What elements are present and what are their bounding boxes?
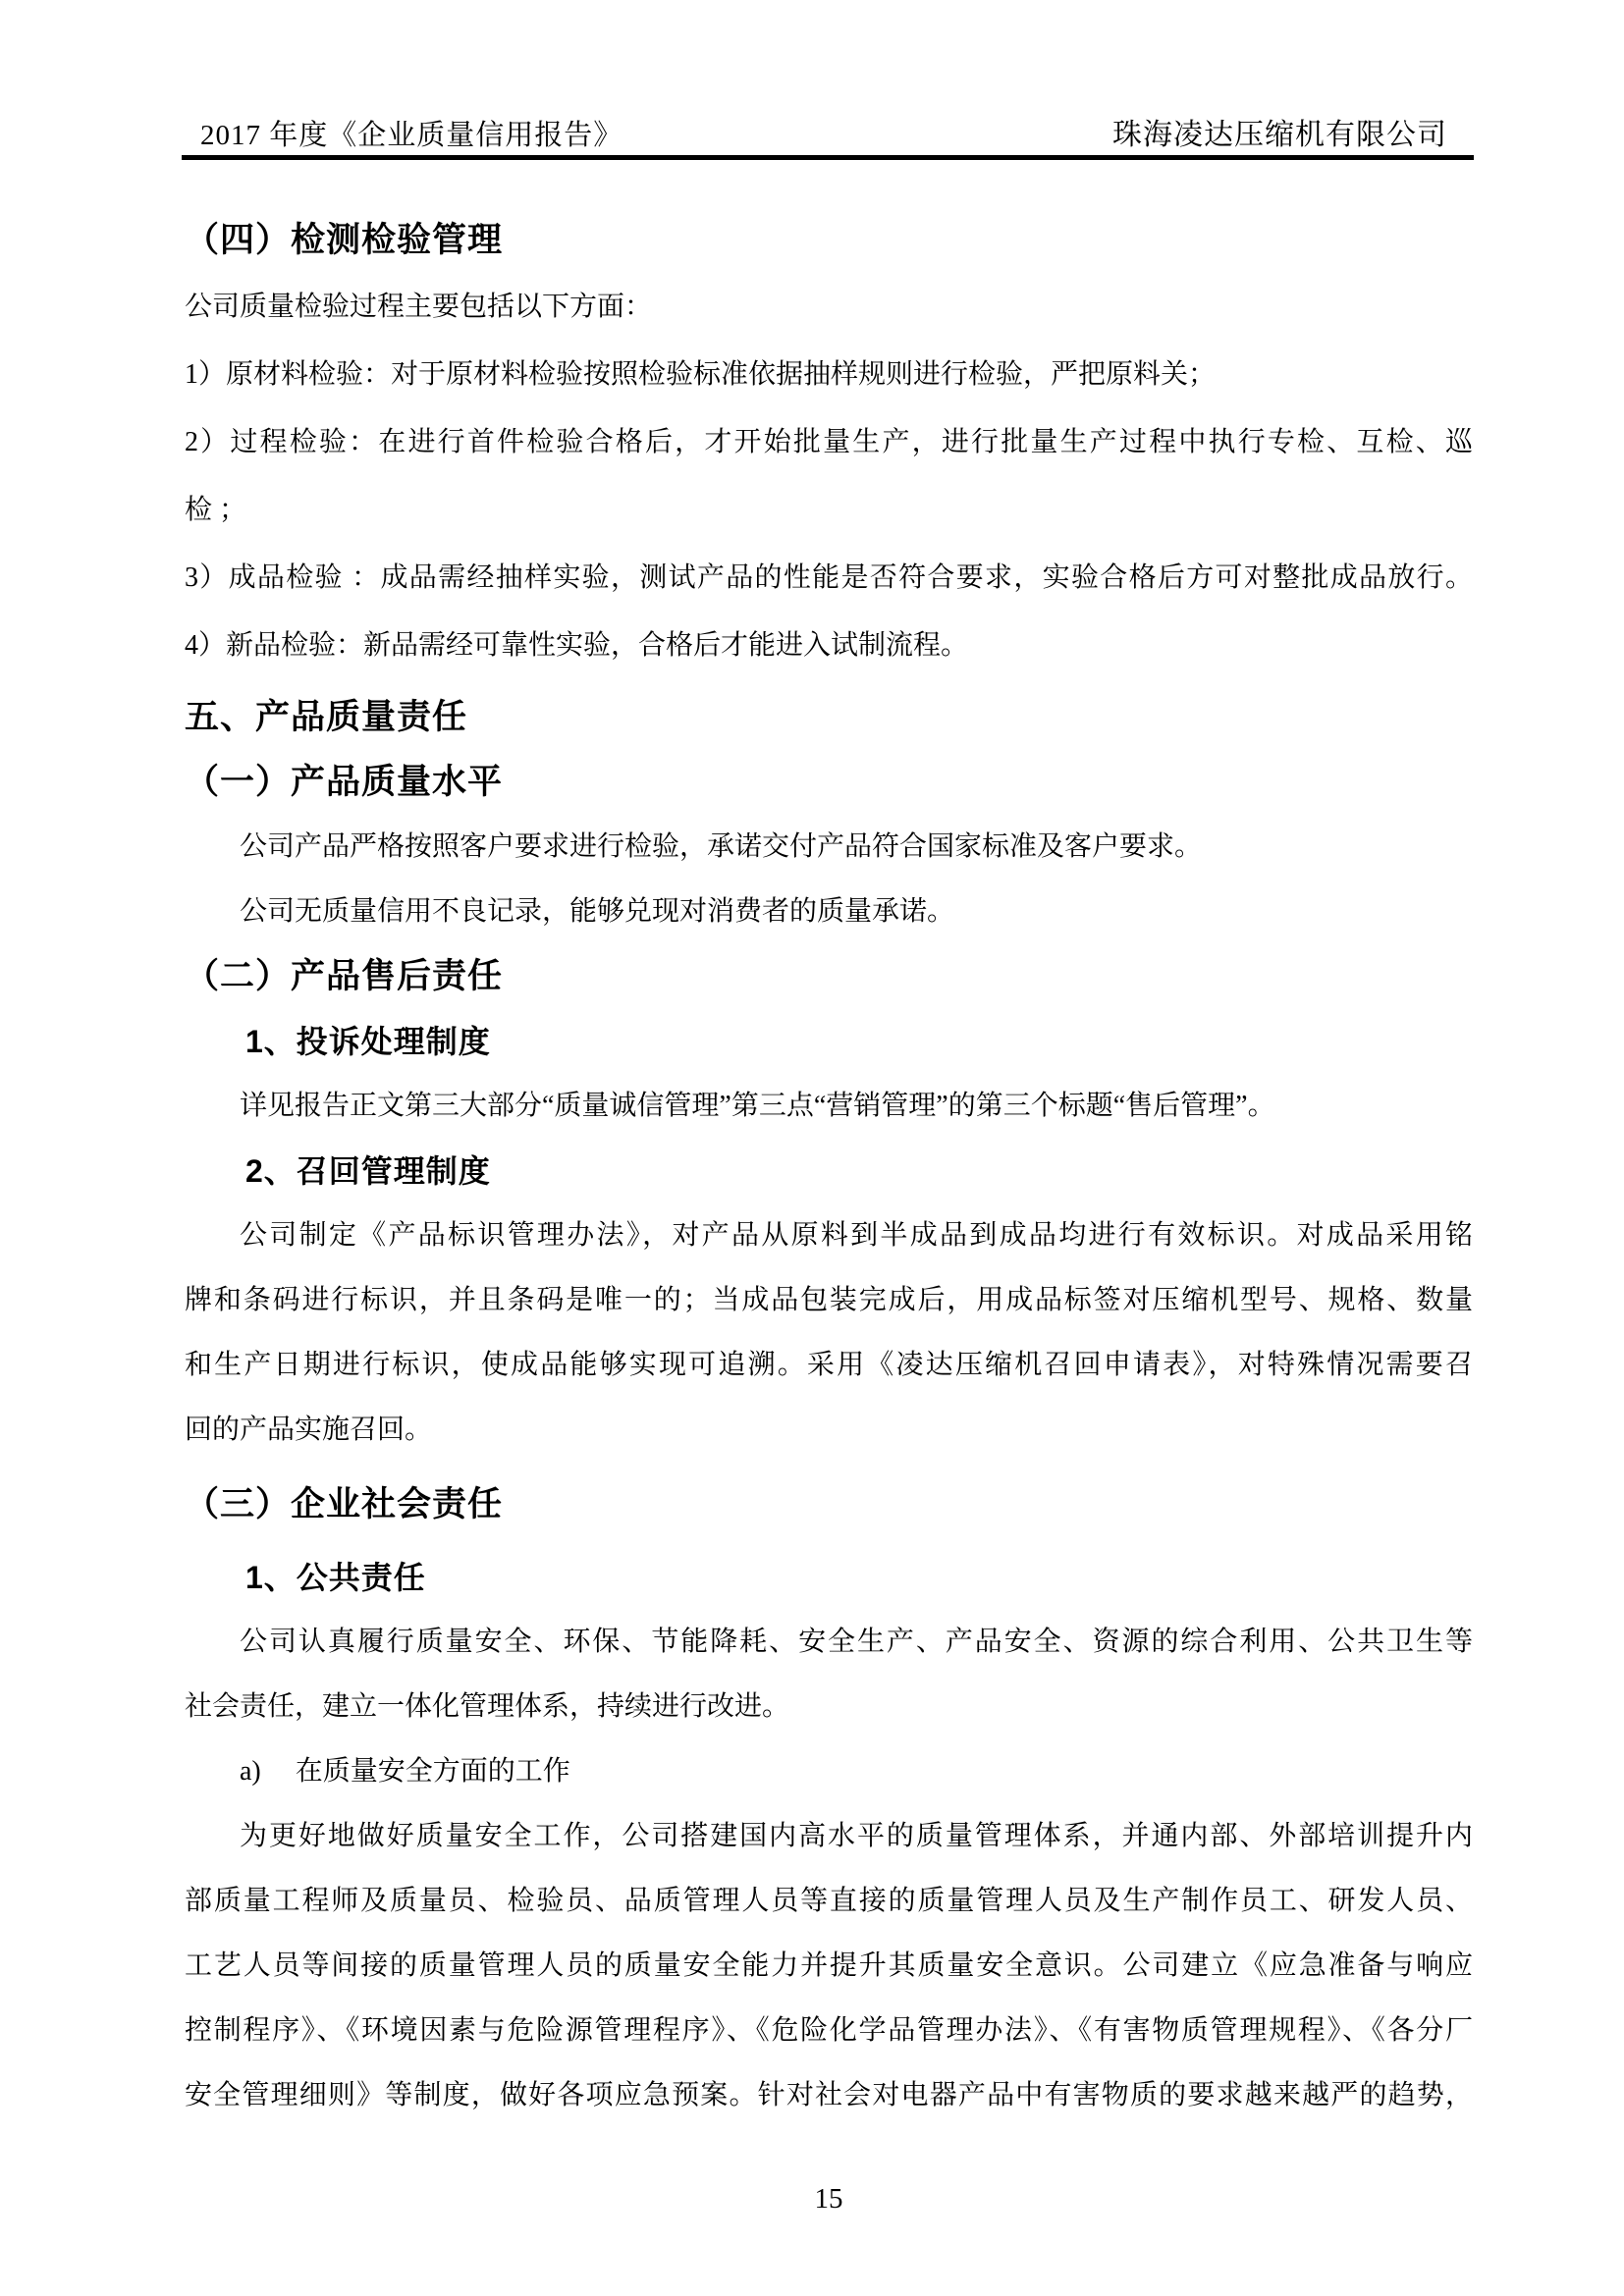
text-line: 2、召回管理制度 [245, 1153, 491, 1189]
text-line: 控制程序》、《环境因素与危险源管理程序》、《危险化学品管理办法》、《有害物质管理规程》、《各分厂 [185, 2015, 1473, 2046]
para-inspection-intro [185, 273, 1473, 341]
text-line: 公司质量检验过程主要包括以下方面： [185, 292, 653, 322]
text-line: 2）过程检验：在进行首件检验合格后，才开始批量生产，进行批量生产过程中执行专检、互检、巡 [185, 427, 1473, 457]
page-header [185, 110, 1473, 153]
page-number: 15 [814, 2183, 843, 2215]
para-item-3-finished [185, 544, 1473, 612]
text-line: 五、产品质量责任 [185, 698, 468, 736]
para-item-2-process [185, 408, 1473, 544]
text-line: 公司产品严格按照客户要求进行检验，承诺交付产品符合国家标准及客户要求。 [240, 831, 1203, 862]
heading-section-5-2 [185, 944, 1473, 1009]
text-line: 3）成品检验 ：成品需经抽样实验，测试产品的性能是否符合要求，实验合格后方可对整批成品放行。 [185, 562, 1473, 593]
para-quality-level-1 [185, 815, 1473, 880]
heading-section-4 [185, 208, 1473, 273]
text-line: 工艺人员等间接的质量管理人员的质量安全能力并提升其质量安全意识。公司建立《应急准备与响应 [185, 1950, 1473, 1981]
text-line: 1）原材料检验：对于原材料检验按照检验标准依据抽样规则进行检验，严把原料关； [185, 359, 1217, 390]
text-line: 牌和条码进行标识，并且条码是唯一的；当成品包装完成后，用成品标签对压缩机型号、规格、数量 [185, 1285, 1473, 1315]
text-line: 检 ； [185, 495, 247, 525]
heading-section-5-3 [185, 1472, 1473, 1537]
para-item-1-raw-material [185, 341, 1473, 408]
header-divider-rule [182, 155, 1474, 160]
text-line: 详见报告正文第三大部分“质量诚信管理”第三点“营销管理”的第三个标题“售后管理”。 [240, 1091, 1275, 1121]
text-line: 回的产品实施召回。 [185, 1415, 433, 1445]
text-line: （一）产品质量水平 [185, 763, 504, 801]
heading-complaint-system [185, 1009, 1473, 1074]
document-body [185, 208, 1473, 2128]
text-line: 安全管理细则》等制度，做好各项应急预案。针对社会对电器产品中有害物质的要求越来越严的趋势， [185, 2080, 1473, 2110]
para-quality-safety-detail [185, 1804, 1473, 2128]
text-line: （二）产品售后责任 [185, 957, 504, 995]
para-public-duty-intro [185, 1610, 1473, 1739]
header-report-title: 2017 年度《企业质量信用报告》 [200, 120, 623, 151]
heading-section-5 [185, 685, 1473, 750]
heading-section-5-1 [185, 750, 1473, 815]
text-line: 1、公共责任 [245, 1560, 426, 1595]
para-list-a-quality-safety [185, 1739, 1473, 1804]
text-line: 公司无质量信用不良记录，能够兑现对消费者的质量承诺。 [240, 896, 955, 927]
text-line: 社会责任，建立一体化管理体系，持续进行改进。 [185, 1691, 790, 1722]
text-line: a) 在质量安全方面的工作 [240, 1756, 570, 1787]
text-line: 公司认真履行质量安全、环保、节能降耗、安全生产、产品安全、资源的综合利用、公共卫生等 [240, 1627, 1473, 1657]
text-line: 1、投诉处理制度 [245, 1024, 491, 1059]
para-complaint-ref [185, 1074, 1473, 1139]
heading-public-duty [185, 1545, 1473, 1610]
text-line: 4）新品检验：新品需经可靠性实验，合格后才能进入试制流程。 [185, 630, 969, 661]
heading-recall-system [185, 1139, 1473, 1203]
para-recall-detail [185, 1203, 1473, 1463]
text-line: 部质量工程师及质量员、检验员、品质管理人员等直接的质量管理人员及生产制作员工、研发人员、 [185, 1886, 1473, 1916]
content-column [185, 0, 1473, 2296]
para-quality-level-2 [185, 880, 1473, 944]
text-line: 和生产日期进行标识，使成品能够实现可追溯。采用《凌达压缩机召回申请表》，对特殊情况需要召 [185, 1350, 1473, 1380]
header-company-name: 珠海凌达压缩机有限公司 [1112, 119, 1447, 151]
text-line: 公司制定《产品标识管理办法》，对产品从原料到半成品到成品均进行有效标识。对成品采用铭 [240, 1220, 1473, 1251]
text-line: （四）检测检验管理 [185, 221, 504, 259]
text-line: （三）企业社会责任 [185, 1485, 504, 1523]
para-item-4-new-product [185, 612, 1473, 679]
text-line: 为更好地做好质量安全工作，公司搭建国内高水平的质量管理体系，并通内部、外部培训提升内 [240, 1821, 1473, 1851]
